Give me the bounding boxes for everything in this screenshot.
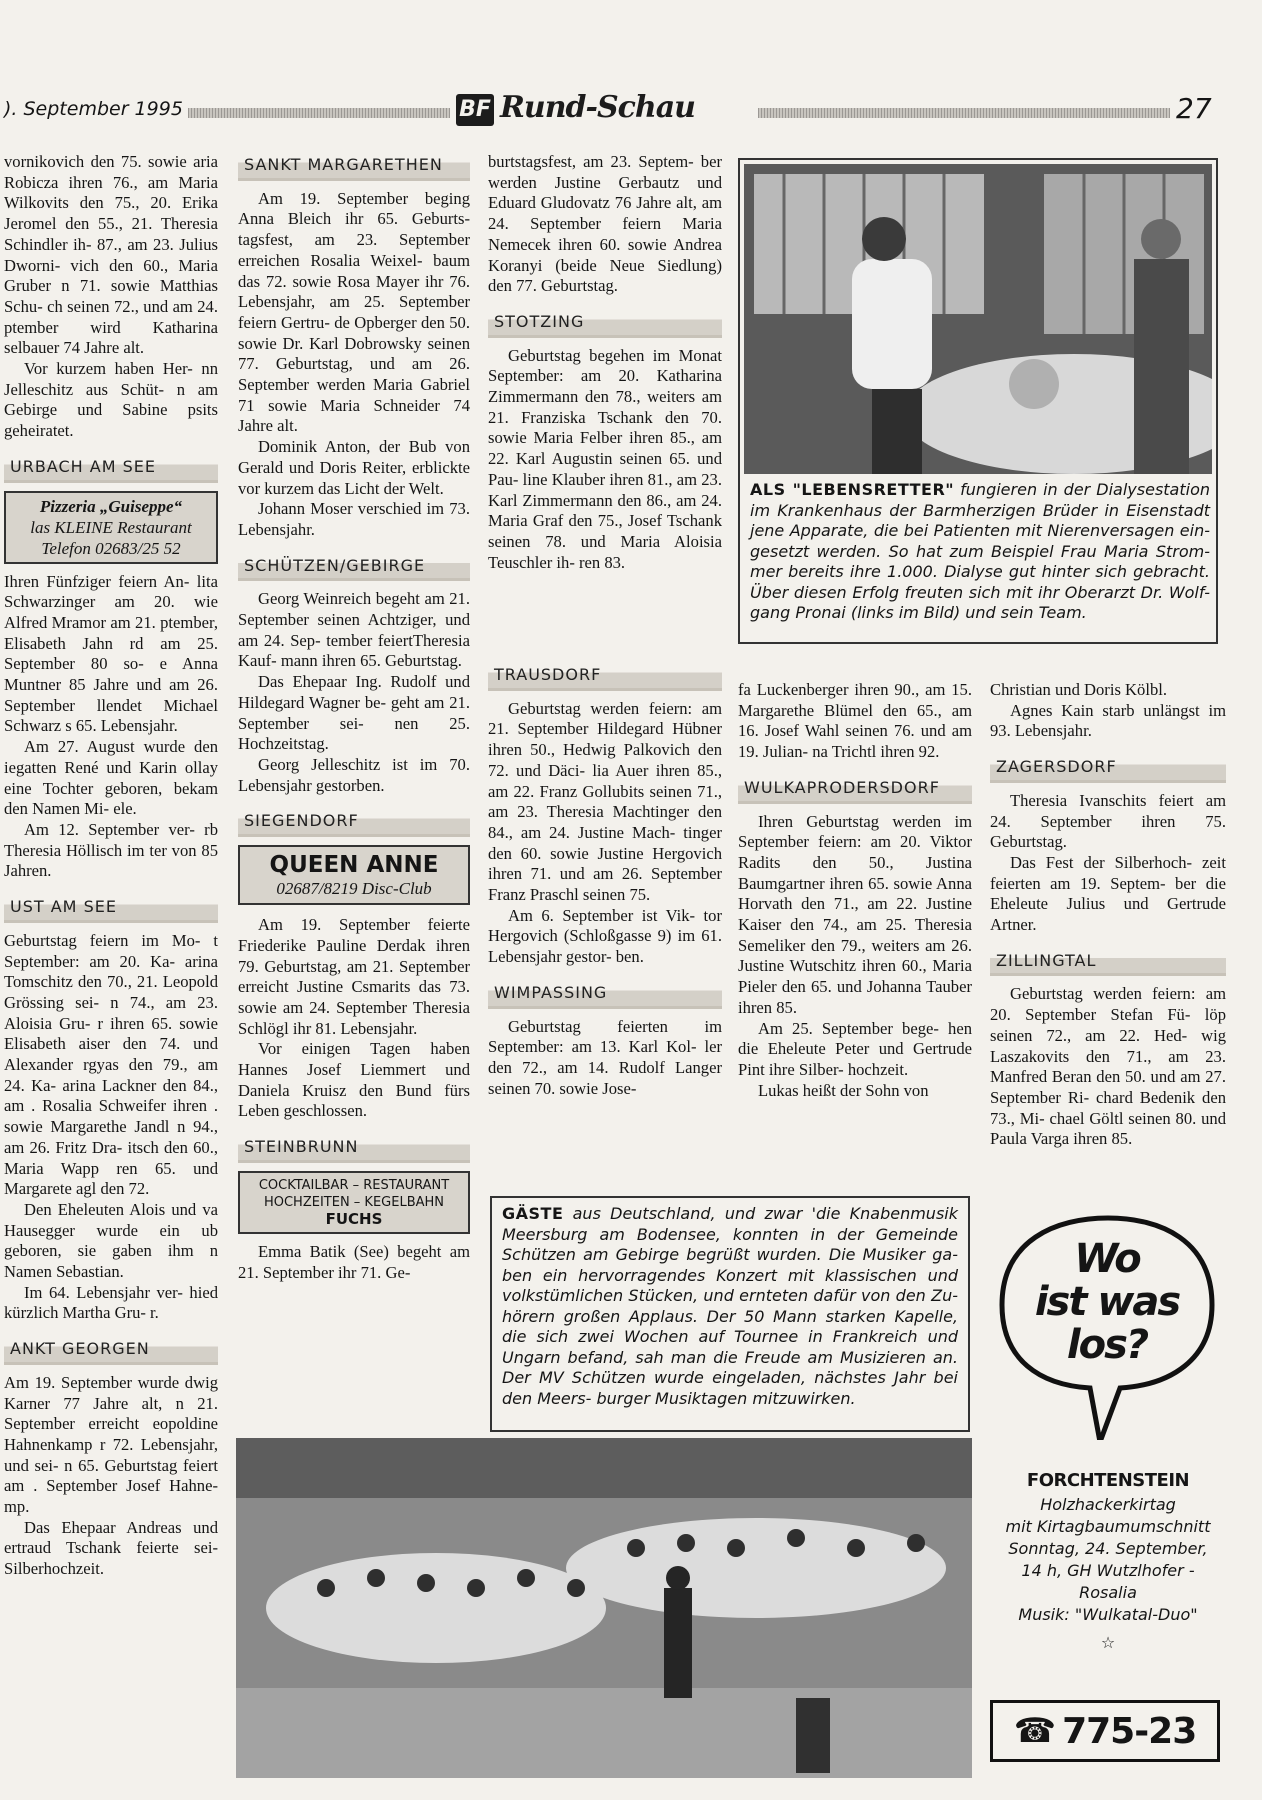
column-2 [238,152,470,1283]
caption-dialysis-lead: ALS "LEBENSRETTER" [750,480,955,499]
event-place: FORCHTENSTEIN [1026,1470,1190,1491]
marg-p3: Johann Moser verschied im 73. Lebensjahr. [238,499,470,539]
purbach-p3: Am 12. September ver- rb Theresia Höllisch im ter von 85 Jahren. [4,819,218,881]
trau-p2: Am 6. September ist Vik- tor Hergovich (Schloßgasse 9) im 61. Lebensjahr gestor- ben. [488,905,722,967]
bubble-line-2: ist was [1034,1279,1180,1325]
wulka-p1: Ihren Geburtstag werden im September feiern: am 20. Viktor Radits den 50., Justina Baumgartner ihren 65. sowie Anna Horvath den 71., am 22. Justine Kaiser den 74., am 25. Theresia Semeliker den 79., weiters am 26. Justine Wutschitz ihren 60., Maria Pieler den 65. und Johanna Tauber ihren 85. [738,811,972,1017]
ad-fuchs-line2: HOCHZEITEN – KEGELBAHN [263,1194,445,1210]
sieg-p1: Am 19. September feierte Friederike Pauline Derdak ihren 79. Geburtstag, am 21. September erreicht Justine Csmarits das 73. sowie am 24. September Theresia Schlögl ihr 81. Lebensjahr. [238,915,470,1038]
heading-steinbrunn: STEINBRUNN [238,1134,470,1163]
photo-band [236,1438,972,1778]
zag-p1: Theresia Ivanschits feiert am 24. September ihren 75. Geburtstag. [990,790,1226,852]
events-panel [990,1210,1226,1780]
star-icon: ☆ [1100,1633,1116,1652]
col1-intro-2: Vor kurzem haben Her- nn Jelleschitz aus Schüt- n am Gebirge und Sabine psits geheiratet. [4,359,218,441]
col3-cont: burtstagsfest, am 23. Septem- ber werden Justine Gerbautz und Eduard Gludovatz 76 Jahre alt, am 24. September feiern Maria Nemecek ihren 60. sowie Andrea Koranyi (beide Neue Siedlung) den 77. Geburtstag. [488,152,722,296]
wulka-p3: Lukas heißt der Sohn von [758,1080,929,1100]
page-header [0,88,1262,132]
ad-queen-title: QUEEN ANNE [269,852,439,879]
event-line-6: Musik: "Wulkatal-Duo" [1018,1605,1198,1624]
column-3 [488,152,722,573]
phone-number: 775-23 [1062,1710,1197,1752]
ad-pizzeria-line1: Pizzeria „Guiseppe“ [39,496,183,516]
ad-pizzeria [4,491,218,564]
purbach-p2: Am 27. August wurde den iegatten René und Karin ollay eine Tochter geboren, bekam den Namen Mi- ele. [4,737,218,819]
event-line-2: mit Kirtagbaumumschnitt [1005,1517,1211,1536]
bubble-line-3: los? [1066,1322,1148,1368]
sieg-p2: Vor einigen Tagen haben Hannes Josef Liemmert und Daniela Kruisz den Bund fürs Leben geschlossen. [238,1039,470,1121]
event-line-1: Holzhackerkirtag [1040,1495,1176,1514]
heading-margarethen: SANKT MARGARETHEN [238,152,470,181]
col1-intro: vornikovich den 75. sowie aria Robicza ihren 76., am Maria Wilkovits den 75., 20. Erika Jeromel den 55., 21. Theresia Schindler ih- 87., am 23. Julius Dworni- vich den 60., Maria Gruber n 71. sowie Matthias Schu- ch seinen 72., und am 24. ptember wird Katharina selbauer 74 Jahre alt. [4,152,218,358]
rust-p2: Den Eheleuten Alois und va Hausegger wurde ein ub geboren, sie gaben ihm n Namen Sebastian. [4,1199,218,1282]
caption-dialysis-text: fungieren in der Dialysestation im Krankenhaus der Barmherzigen Brüder in Eisenstadt jene Apparate, die bei Patienten mit Nierenversagen ein- gesetzt werden. So hat zum Beispiel Frau Maria Strom- mer bereits ihre 1.000. Dialyse gut hinter sich gebracht. Über diesen Erfolg freuten sich mit ihr Oberarzt Dr. Wolf- gang Pronai (links im Bild) und sein Team. [750,480,1211,622]
heading-wulkaprodersdorf: WULKAPRODERSDORF [738,775,972,804]
ad-fuchs-line3: FUCHS [325,1209,383,1228]
logo-title: Rund-Schau [500,90,695,125]
wimp-p1: Geburtstag feierten im September: am 13. Karl Kol- ler den 72., am 14. Rudolf Langer seinen 70. sowie Jose- [488,1016,722,1098]
photo-dialysis [744,164,1212,474]
ad-pizzeria-line3: Telefon 02683/25 52 [41,538,181,558]
zag-p2: Das Fest der Silberhoch- zeit feierten am 19. Septem- ber die Eheleute Julius und Gertrude Artner. [990,852,1226,935]
heading-purbach: URBACH AM SEE [4,454,218,483]
event-line-5: Rosalia [1079,1583,1137,1602]
photo-dialysis-frame [738,158,1218,644]
logo-mark: BF [456,94,494,126]
rust-p3: Im 64. Lebensjahr ver- hied kürzlich Martha Gru- r. [4,1282,218,1323]
col5-cont-2: Agnes Kain starb unlängst im 93. Lebensjahr. [990,700,1226,741]
phone-box [990,1700,1220,1762]
col5-cont: Christian und Doris Kölbl. [990,680,1167,699]
sch-p2: Das Ehepaar Ing. Rudolf und Hildegard Wagner be- geht am 21. September sei- nen 25. Hochzeitstag. [238,672,470,754]
heading-rust: UST AM SEE [4,894,218,923]
column-3-lower [488,662,722,1099]
marg-p1: Am 19. September beging Anna Bleich ihr 65. Geburts- tagsfest, am 23. September erreichen Rosalia Weixel- baum das 72. sowie Rosa Mayer ihr 76. Lebensjahr, am 25. September feiern Gertru- de Opberger den 50. sowie Dr. Karl Dobrowsky seinen 77. Geburtstag, und am 26. September werden Maria Gabriel 71 sowie Maria Schneider 74 Jahre alt. [238,188,470,436]
column-4 [738,680,972,1101]
ad-queen-anne [238,845,470,905]
event-line-4: 14 h, GH Wutzlhofer - [1021,1561,1195,1580]
stein-p1: Emma Batik (See) begeht am 21. September ihr 71. Ge- [238,1241,470,1282]
zill-p1: Geburtstag werden feiern: am 20. September Stefan Fü- löp seinen 72., am 22. Hed- wig Laszakovits den 71., am 23. Manfred Beran den 50. und am 27. September Ri- chard Bedenik den 73., Mi- chael Göltl seinen 80. und Paula Varga ihren 85. [990,984,1226,1149]
trau-p1: Geburtstag werden feiern: am 21. September Hildegard Hübner ihren 50., Hedwig Palkovich den 72. und Däci- lia Auer ihren 85., am 22. Franz Gollubits seinen 71., am 23. Theresia Machtinger den 84., am 24. Justine Mach- tinger den 60. sowie Justine Hergovich ihren 71. und am 26. September Franz Praschl seinen 75. [488,698,722,905]
purbach-p1: Ihren Fünfziger feiern An- lita Schwarzinger am 20. wie Alfred Mramor am 21. ptember, Elisabeth Jahn rd am 25. September 80 so- e Anna Muntner 85 Jahre und am 26. September llendet Michael Schwarz s 65. Lebensjahr. [4,571,218,736]
heading-wimpassing: WIMPASSING [488,980,722,1009]
caption-gaeste-lead: GÄSTE [502,1204,564,1223]
ad-queen-sub: 02687/8219 Disc-Club [276,879,432,899]
ad-fuchs-line1: COCKTAILBAR – RESTAURANT [258,1177,450,1193]
georgen-p2: Das Ehepaar Andreas und ertraud Tschank feierte sei- Silberhochzeit. [4,1517,218,1579]
header-rule-right [758,108,1170,118]
rust-p1: Geburtstag feiern im Mo- t September: am 20. Ka- arina Tomschitz den 70., 21. Leopold Grössing sei- n 74., am 23. Aloisia Gru- r ihren 65. sowie Elisabeth aiser den 74. und Alexander rgyas den 79., am 24. Ka- arina Lackner den 84., am . Rosalia Schweifer ihren . sowie Margarethe Jandl n 94., am 26. Fritz Dra- itsch den 60., Maria Wapp ren 65. und Margarete agl den 72. [4,930,218,1199]
ad-fuchs [238,1171,470,1234]
heading-trausdorf: TRAUSDORF [488,662,722,691]
caption-gaeste-text: aus Deutschland, und zwar 'die Knabenmusik Meersburg am Bodensee, konnten in der Gemeinde Schützen am Gebirge begrüßt wurden. Die Musiker ga- ben ein hervorragendes Konzert mit klassischen und volkstümlichen Stücken, und ernteten dafür von den Zu- hörern großen Applaus. Der 50 Mann starken Kapelle, die sich zwei Wochen auf Tournee in Frankreich und Ungarn befand, sah man die Freude am Musizieren an. Der MV Schützen wurde eingeladen, nächstes Jahr bei den Meers- burger Musiktagen mitzuwirken. [502,1204,958,1408]
sch-p3: Georg Jelleschitz ist im 70. Lebensjahr gestorben. [238,754,470,795]
heading-zillingtal: ZILLINGTAL [990,948,1226,977]
col4-cont: fa Luckenberger ihren 90., am 15. Margarethe Blümel den 65., am 16. Josef Wahl seinen 76. und am 19. Julian- na Trichtl ihren 92. [738,680,972,762]
event-details [990,1494,1226,1654]
bubble-line-1: Wo [1074,1236,1140,1282]
column-1 [4,152,218,1580]
georgen-p1: Am 19. September wurde dwig Karner 77 Jahre alt, n 21. September erreicht eopoldine Hahnenkamp r 72. Lebensjahr, und sei- n 65. Geburtstag feiert am . September Josef Hahne- mp. [4,1372,218,1517]
page-number: 27 [1176,92,1212,125]
heading-schuetzen: SCHÜTZEN/GEBIRGE [238,553,470,582]
heading-zagersdorf: ZAGERSDORF [990,754,1226,783]
heading-georgen: ANKT GEORGEN [4,1336,218,1365]
caption-dialysis [750,480,1210,624]
ad-pizzeria-line2: las KLEINE Restaurant [30,517,192,537]
header-date: ). September 1995 [4,98,183,120]
header-rule-left [188,108,450,118]
stot-p1: Geburtstag begehen im Monat September: am 20. Katharina Zimmermann den 78., weiters am 21. Franziska Tschank den 70. sowie Maria Felber ihren 85., am 22. Karl Augustin seinen 65. und Pau- line Klauber ihren 81., am 23. Karl Zimmermann den 86., am 24. Maria Graf den 75., Josef Tschank seinen 78. und Maria Aloisia Teuschler ih- ren 83. [488,345,722,572]
sch-p1: Georg Weinreich begeht am 21. September seinen Achtziger, und am 24. Sep- tember feiertTheresia Kauf- mann ihren 65. Geburtstag. [238,589,470,671]
heading-siegendorf: SIEGENDORF [238,808,470,837]
caption-gaeste [502,1204,958,1409]
caption-gaeste-box [490,1196,970,1432]
speech-bubble [1002,1238,1212,1367]
column-5 [990,680,1226,1150]
heading-stotzing: STOTZING [488,309,722,338]
wulka-p2: Am 25. September bege- hen die Eheleute Peter und Gertrude Pint ihre Silber- hochzeit. [738,1018,972,1079]
event-line-3: Sonntag, 24. September, [1008,1539,1208,1558]
marg-p2: Dominik Anton, der Bub von Gerald und Doris Reiter, erblickte vor kurzem das Licht der Welt. [238,437,470,498]
photo-band-image [236,1438,972,1778]
phone-icon: ☎ [1013,1713,1057,1750]
photo-dialysis-image [744,164,1212,474]
